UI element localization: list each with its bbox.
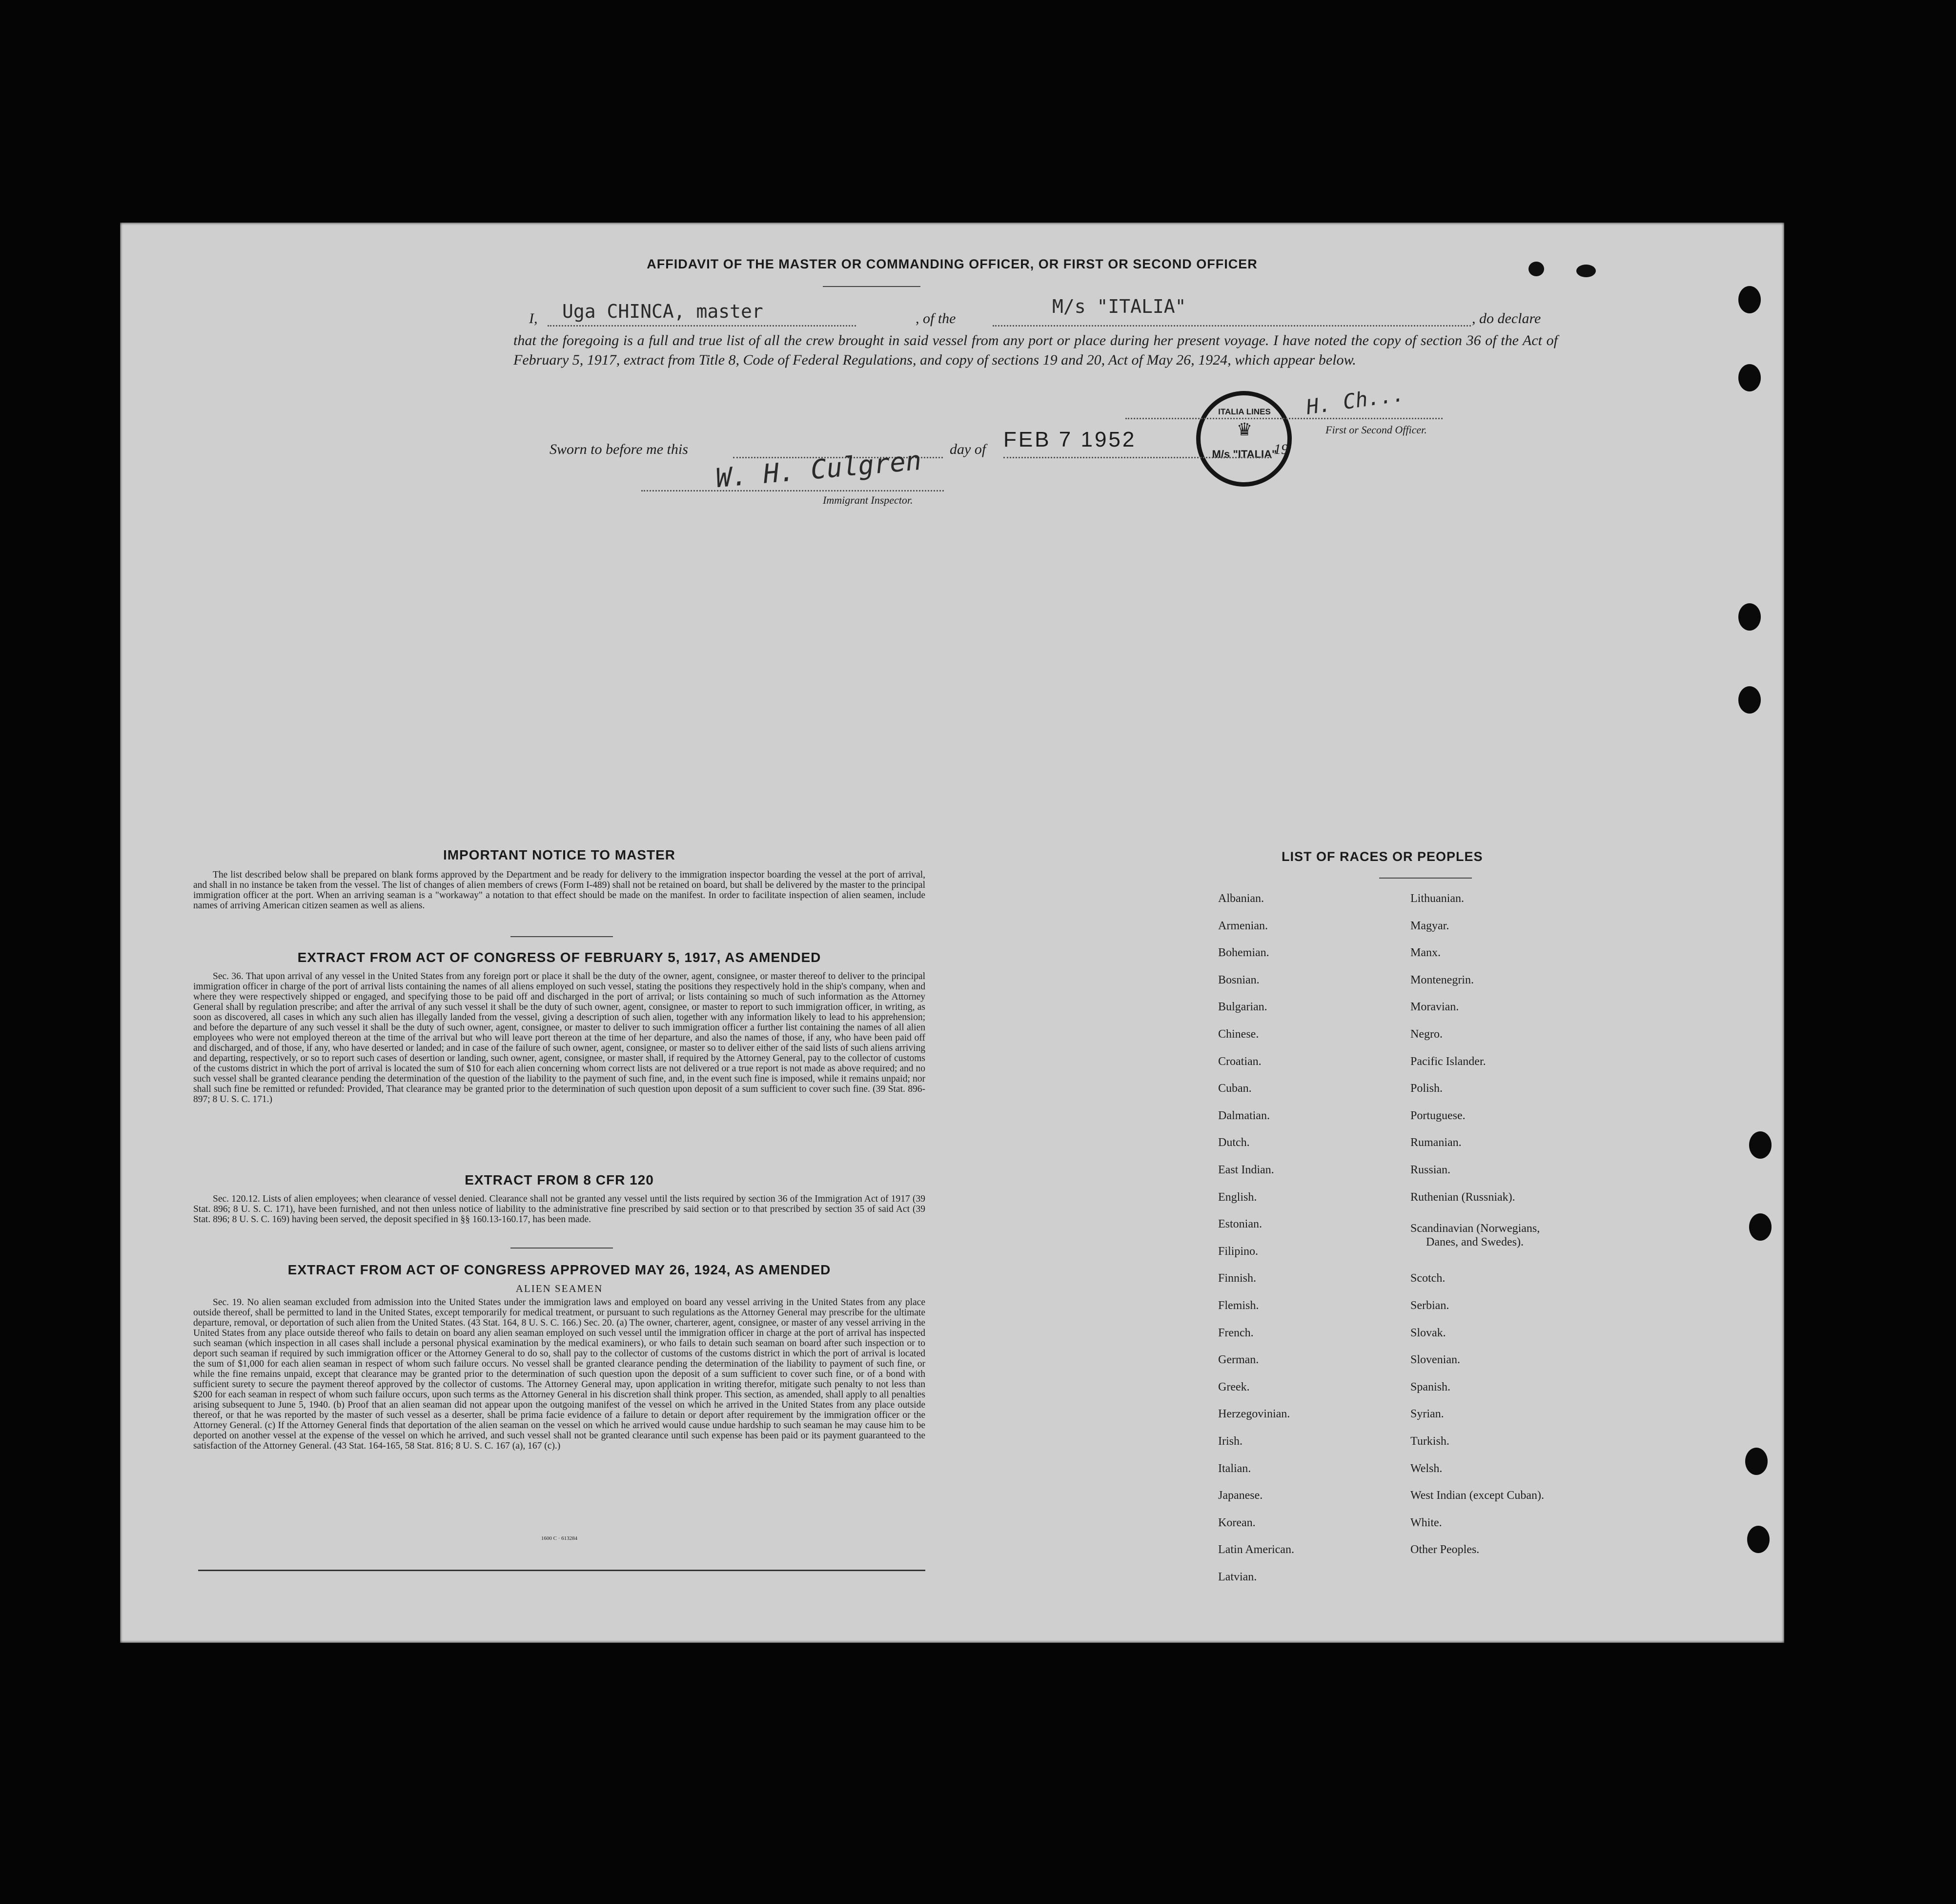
- section-divider: [510, 1248, 613, 1249]
- race-item: Slovak.: [1410, 1327, 1446, 1339]
- race-item: English.: [1218, 1191, 1257, 1204]
- notice-body: The list described below shall be prepared on blank forms approved by the Department and be ready for delivery to the immigration inspector boarding the vessel at the port of arrival, and shall in no instance be taken from the vessel. The list of changes of alien members of crews (Form I-489) shall not be retained on board, but shall be delivered by the master to the principal immigration officer at the port. When an arriving seaman is a "workaway" a notation to that effect should be made on the manifest. In order to facilitate inspection of alien seamen, include names of arriving American citizen seamen as well as aliens.: [193, 870, 925, 911]
- races-title-rule: [1379, 878, 1472, 879]
- binder-hole: [1745, 1448, 1768, 1475]
- race-item: Slovenian.: [1410, 1353, 1460, 1366]
- notice-title: IMPORTANT NOTICE TO MASTER: [443, 847, 676, 862]
- race-item: Irish.: [1218, 1435, 1243, 1448]
- year-prefix-label: 19: [1274, 441, 1288, 457]
- master-name-handwriting: Uga CHINCA, master: [562, 301, 763, 322]
- race-item: Polish.: [1410, 1082, 1443, 1095]
- race-item: Bosnian.: [1218, 974, 1260, 986]
- race-item: Ruthenian (Russniak).: [1410, 1191, 1515, 1204]
- race-item: Manx.: [1410, 946, 1441, 959]
- section-divider: [510, 936, 613, 937]
- race-item: Moravian.: [1410, 1001, 1459, 1013]
- extract-1924-subtitle: ALIEN SEAMEN: [515, 1283, 603, 1294]
- race-item: French.: [1218, 1327, 1254, 1339]
- race-item: Herzegovinian.: [1218, 1408, 1290, 1420]
- title-rule: [823, 286, 920, 287]
- race-item: Magyar.: [1410, 920, 1449, 932]
- date-stamp: FEB 7 1952: [1003, 428, 1137, 451]
- race-item: Finnish.: [1218, 1272, 1257, 1285]
- race-item: Lithuanian.: [1410, 892, 1464, 905]
- document-page: [120, 223, 1784, 1643]
- binder-hole: [1747, 1526, 1770, 1553]
- race-item: Montenegrin.: [1410, 974, 1474, 986]
- affidavit-body: that the foregoing is a full and true list of all the crew brought in said vessel from any port or place during her present voyage. I have noted the copy of section 36 of the Act of February 5, 1917, extract from Title 8, Code of Federal Regulations, and copy of sections 19 and 20, Act of May 26, 1924, which appear below.: [513, 332, 1558, 368]
- race-item: Japanese.: [1218, 1489, 1263, 1502]
- binder-hole: [1749, 1213, 1772, 1241]
- race-item: Scotch.: [1410, 1272, 1446, 1285]
- race-item: Spanish.: [1410, 1381, 1451, 1393]
- master-signature: H. Ch...: [1304, 382, 1406, 419]
- vessel-handwriting: M/s "ITALIA": [1052, 296, 1186, 317]
- race-item: Dalmatian.: [1218, 1109, 1270, 1122]
- extract-1917-body: Sec. 36. That upon arrival of any vessel in the United States from any foreign port or place it shall be the duty of the owner, agent, consignee, or master thereof to deliver to the principal immigration officer in charge of the port of arrival lists containing the names of all aliens employed on such vessel, stating the positions they respectively hold in the ship's company, when and where they were respectively shipped or engaged, and specifying those to be paid off and discharged in the port of arrival; or lists containing so much of such information as the Attorney General shall by regulation prescribe; and after the arrival of any such vessel it shall be the duty of such owner, agent, consignee, or master to report to such immigration officer, in writing, as soon as discovered, all cases in which any such alien has illegally landed from the vessel, giving a description of such alien, together with any information likely to lead to his apprehension; and before the departure of any such vessel it shall be the duty of such owner, agent, consignee, or master to deliver to such immigration officer a further list containing the names of all alien employees who were not employed thereon at the time of the arrival but who will leave port thereon at the time of her departure, and also the names of those, if any, who have been paid off and discharged, and of those, if any, who have deserted or landed; and in case of the failure of such owner, agent, consignee, or master so to deliver either of the said lists of such aliens arriving and departing, respectively, or so to report such cases of desertion or landing, such owner, agent, consignee, or master shall, if required by the Attorney General, pay to the collector of customs of the customs district in which the port of arrival is located the sum of $10 for each alien concerning whom correct lists are not delivered or a true report is not made as above required; and no such vessel shall be granted clearance pending the determination of the question of the liability to the payment of such fine, and, in the event such fine is imposed, while it remains unpaid; nor shall such fine be remitted or refunded: Provided, That clearance may be granted prior to the determination of such question upon deposit of a sum sufficient to cover such fine. (39 Stat. 896-897; 8 U. S. C. 171.): [193, 971, 925, 1105]
- race-item: Italian.: [1218, 1462, 1251, 1475]
- race-item: Estonian.: [1218, 1218, 1262, 1230]
- inspector-signature-line: [641, 490, 944, 491]
- stamp-crown-icon: ♛: [1236, 419, 1253, 439]
- binder-hole: [1738, 364, 1761, 391]
- race-item: Armenian.: [1218, 920, 1268, 932]
- race-item: White.: [1410, 1516, 1442, 1529]
- race-item: Cuban.: [1218, 1082, 1252, 1095]
- extract-cfr-title: EXTRACT FROM 8 CFR 120: [465, 1172, 654, 1187]
- race-item: Other Peoples.: [1410, 1543, 1480, 1556]
- race-item: Portuguese.: [1410, 1109, 1466, 1122]
- do-declare-label: , do declare: [1472, 310, 1541, 327]
- binder-hole: [1738, 286, 1761, 313]
- race-item: Dutch.: [1218, 1136, 1250, 1149]
- race-item: Serbian.: [1410, 1299, 1449, 1312]
- race-item: Bohemian.: [1218, 946, 1269, 959]
- race-item: Latvian.: [1218, 1571, 1257, 1583]
- race-item: German.: [1218, 1353, 1259, 1366]
- race-item: Russian.: [1410, 1164, 1451, 1176]
- race-item: Greek.: [1218, 1381, 1250, 1393]
- affidavit-title: AFFIDAVIT OF THE MASTER OR COMMANDING OFFICER, OR FIRST OR SECOND OFFICER: [647, 257, 1258, 271]
- race-item: Negro.: [1410, 1028, 1443, 1041]
- race-item: Syrian.: [1410, 1408, 1444, 1420]
- race-item: Pacific Islander.: [1410, 1055, 1486, 1068]
- of-the-label: , of the: [916, 310, 956, 327]
- extract-cfr-body: Sec. 120.12. Lists of alien employees; when clearance of vessel denied. Clearance shall not be granted any vessel until the lists required by section 36 of the Immigration Act of 1917 (39 Stat. 896; 8 U. S. C. 171), have been furnished, and not then unless notice of liability to the administrative fine prescribed by said section or to that prescribed by section 35 of said Act (39 Stat. 896; 8 U. S. C. 169) having been served, the deposit specified in §§ 160.13-160.17, has been made.: [193, 1194, 925, 1225]
- race-item: East Indian.: [1218, 1164, 1274, 1176]
- i-label: I,: [529, 310, 538, 327]
- stamp-text-top: ITALIA LINES: [1218, 407, 1271, 416]
- race-item: Croatian.: [1218, 1055, 1262, 1068]
- stamp-text-center: M/s "ITALIA": [1212, 448, 1277, 460]
- race-item: Welsh.: [1410, 1462, 1443, 1475]
- race-item: Danes, and Swedes).: [1426, 1236, 1524, 1249]
- extract-1924-body: Sec. 19. No alien seaman excluded from admission into the United States under the immigration laws and employed on board any vessel arriving in the United States from any place outside thereof, shall be permitted to land in the United States, except temporarily for medical treatment, or pursuant to such regulations as the Attorney General may prescribe for the ultimate departure, removal, or deportation of such alien from the United States. (43 Stat. 164, 8 U. S. C. 166.) Sec. 20. (a) The owner, charterer, agent, consignee, or master of any vessel arriving in the United States from any place outside thereof who fails to detain on board any alien seaman employed on such vessel until the immigration officer in charge at the port of arrival has inspected such seaman (which inspection in all cases shall include a personal physical examination by the medical examiners), or who fails to detain such seaman on board after such inspection or to deport such seaman if required by such immigration officer or the Attorney General to do so, shall pay to the collector of customs of the customs district in which the port of arrival is located the sum of $1,000 for each alien seaman in respect of whom such failure occurs. No vessel shall be granted clearance pending the determination of the liability to payment of such fine, or while the fine remains unpaid, except that clearance may be granted prior to the determination of such question upon the deposit of a sum sufficient to cover such fine, or of a bond with sufficient surety to secure the payment thereof approved by the collector of customs. The Attorney General may, upon application in writing therefor, mitigate such penalty to not less than $200 for each seaman in respect of whom such failure occurs, upon such terms as the Attorney General in his discretion shall think proper. This section, as amended, shall apply to all penalties arising subsequent to June 5, 1940. (b) Proof that an alien seaman did not appear upon the outgoing manifest of the vessel on which he arrived in the United States from any place outside thereof, or that he was reported by the master of such vessel as a deserter, shall be prima facie evidence of a failure to detain or deport after requirement by the immigration officer or the Attorney General. (c) If the Attorney General finds that deportation of the alien seaman on the vessel on which he arrived would cause undue hardship to such seaman he may cause him to be deported on another vessel at the expense of the vessel on which he arrived, and such vessel shall not be granted clearance until such expense has been paid or its payment guaranteed to the satisfaction of the Attorney General. (43 Stat. 164-165, 58 Stat. 816; 8 U. S. C. 167 (a), 167 (c).): [193, 1297, 925, 1451]
- race-item: West Indian (except Cuban).: [1410, 1489, 1544, 1502]
- race-item: Chinese.: [1218, 1028, 1259, 1041]
- day-of-label: day of: [950, 441, 986, 457]
- race-item: Korean.: [1218, 1516, 1256, 1529]
- inspector-signature: W. H. Culgren: [714, 445, 923, 494]
- form-code: 1600 C · 613284: [541, 1535, 578, 1541]
- race-item: Turkish.: [1410, 1435, 1449, 1448]
- race-item: Bulgarian.: [1218, 1001, 1267, 1013]
- extract-1924-title: EXTRACT FROM ACT OF CONGRESS APPROVED MAY 26, 1924, AS AMENDED: [287, 1262, 831, 1277]
- race-item: Rumanian.: [1410, 1136, 1462, 1149]
- officer-signature-line: [1125, 418, 1443, 419]
- sworn-label: Sworn to before me this: [550, 441, 688, 457]
- inspector-caption: Immigrant Inspector.: [823, 494, 913, 506]
- officer-caption: First or Second Officer.: [1325, 424, 1427, 436]
- race-item: Scandinavian (Norwegians,: [1410, 1222, 1540, 1235]
- race-item: Filipino.: [1218, 1245, 1259, 1258]
- binder-hole: [1738, 686, 1761, 714]
- race-item: Flemish.: [1218, 1299, 1259, 1312]
- binder-hole: [1738, 603, 1761, 631]
- binder-hole: [1749, 1131, 1772, 1159]
- bottom-rule: [198, 1570, 925, 1571]
- race-item: Albanian.: [1218, 892, 1264, 905]
- race-item: Latin American.: [1218, 1543, 1294, 1556]
- extract-1917-title: EXTRACT FROM ACT OF CONGRESS OF FEBRUARY 5, 1917, AS AMENDED: [297, 950, 821, 965]
- races-title: LIST OF RACES OR PEOPLES: [1282, 849, 1483, 864]
